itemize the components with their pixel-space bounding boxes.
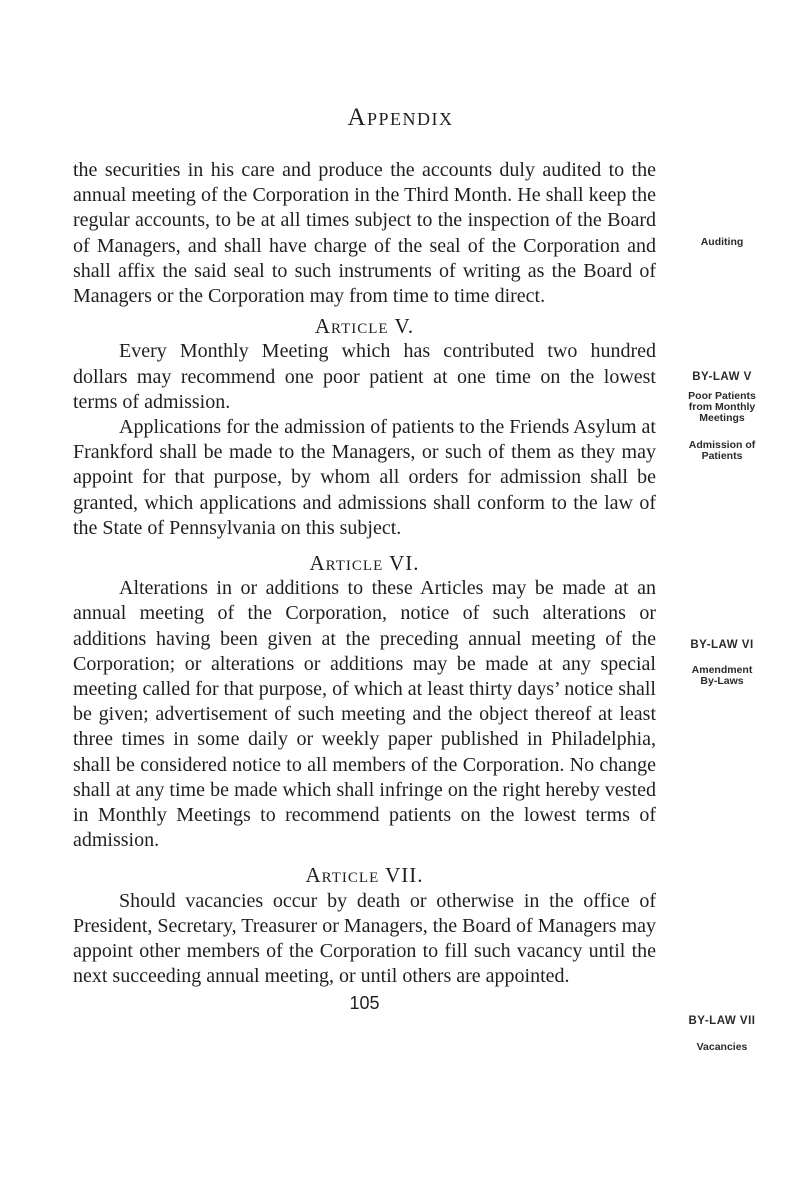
margin-note-auditing: Auditing (700, 236, 744, 248)
margin-note-admission-patients: Admission of Patients (688, 439, 756, 462)
article-vii-heading: Article VII. (305, 863, 424, 888)
page-number: 105 (349, 992, 380, 1013)
margin-note-poor-patients: Poor Patients from Monthly Meetings (688, 390, 756, 424)
article-vii-paragraph-1: Should vacancies occur by death or otherwise in the office of President, Secretary, Treasurer or Managers, the Board of Managers may appoint other members of the Corporation to fill such vacancy until the next succeeding annual meeting, or until others are appointed. (73, 889, 656, 988)
page-header: Appendix (347, 104, 454, 131)
margin-note-vacancies: Vacancies (696, 1041, 748, 1053)
intro-paragraph: the securities in his care and produce the accounts duly audited to the annual meeting of the Corporation in the Third Month. He shall keep the regular accounts, to be at all times subject to the inspection of the Board of Managers, and shall have charge of the seal of the Corporation and shall affix the said seal to such instruments of writing as the Board of Managers or the Corporation may from time to time direct. (73, 159, 656, 308)
article-v-paragraph-2: Applications for the admission of patients to the Friends Asylum at Frankford shall be made to the Managers, or such of them as they may appoint for that purpose, by whom all orders for admission shall be granted, which applications and admissions shall conform to the law of the State of Pennsylvania on this subject. (73, 416, 656, 539)
article-v-heading: Article V. (314, 314, 415, 339)
margin-note-amendment: Amendment By-Laws (691, 664, 753, 687)
article-vi-heading: Article VI. (309, 551, 420, 576)
article-v-paragraph-1: Every Monthly Meeting which has contributed two hundred dollars may recommend one poor patient at one time on the lowest terms of admission. (73, 340, 656, 413)
margin-note-bylaw-vi: BY-LAW VI (690, 639, 754, 651)
margin-note-bylaw-v: BY-LAW V (692, 371, 752, 383)
main-text (73, 158, 656, 1015)
margin-note-bylaw-vii: BY-LAW VII (688, 1015, 756, 1027)
article-vi-paragraph-1: Alterations in or additions to these Articles may be made at an annual meeting of the Corporation, notice of such alterations or additions having been given at the preceding annual meeting of the Corporation; or alterations or additions may be made at any special meeting called for that purpose, of which at least thirty days’ notice shall be given; advertisement of such meeting and the object thereof at least three times in some daily or weekly paper published in Philadelphia, shall be considered notice to all members of the Corporation. No change shall at any time be made which shall infringe on the right hereby vested in Monthly Meetings to recommend patients on the lowest terms of admission. (73, 577, 656, 852)
